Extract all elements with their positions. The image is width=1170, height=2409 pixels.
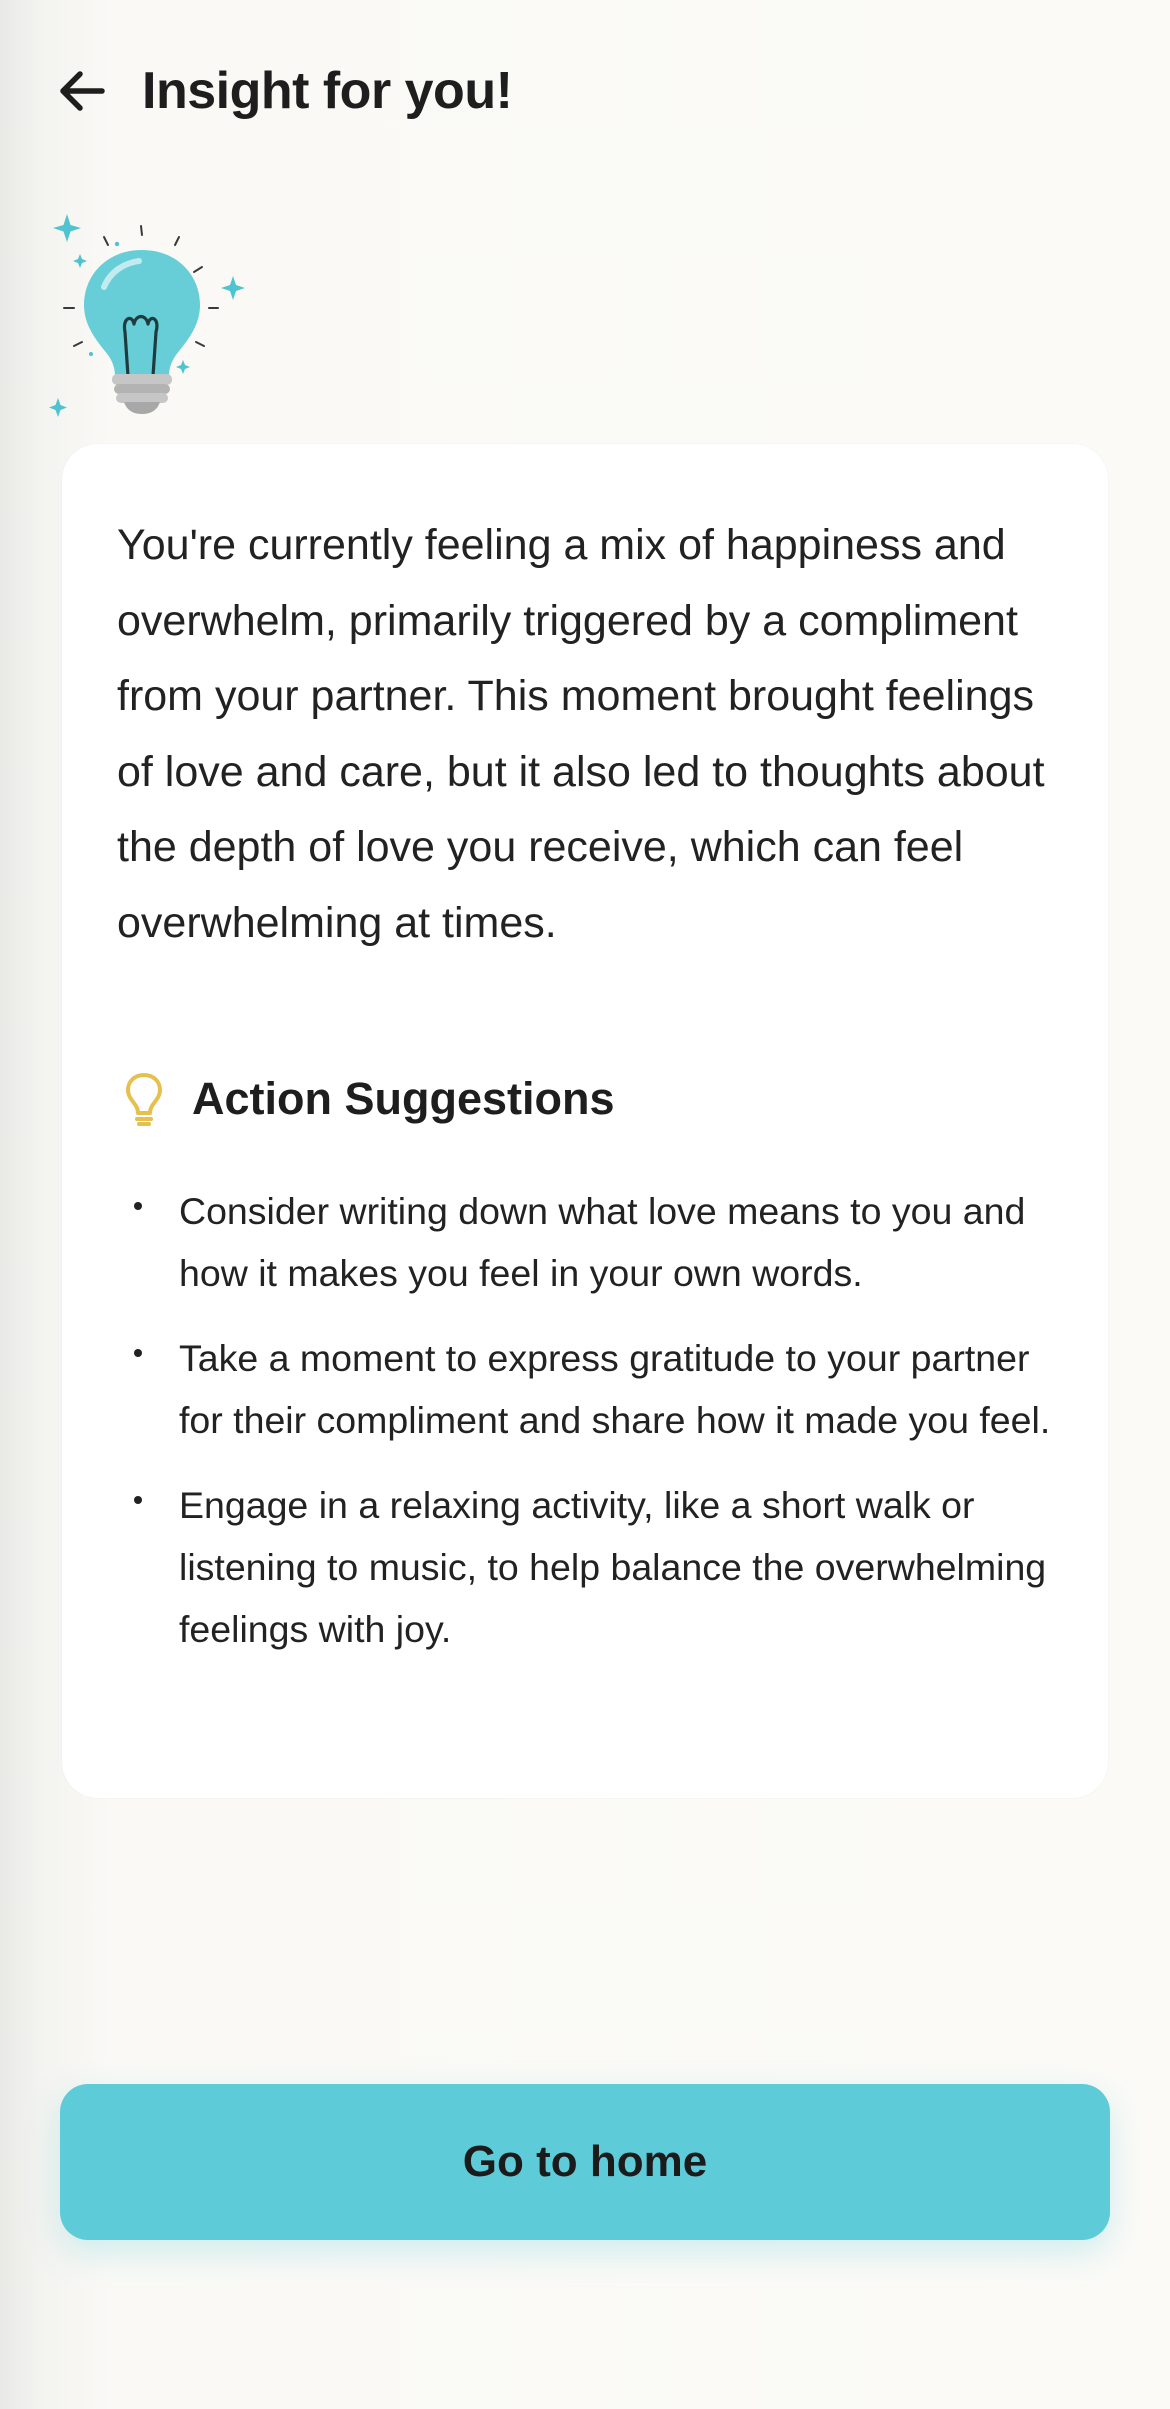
insight-card bbox=[62, 444, 1108, 1798]
suggestion-item bbox=[134, 1474, 1054, 1660]
top-bar bbox=[56, 56, 512, 126]
bullet-point bbox=[134, 1202, 142, 1210]
lightbulb-illustration bbox=[44, 214, 254, 424]
bullet-point bbox=[134, 1349, 142, 1357]
arrow-left-icon bbox=[56, 65, 108, 117]
suggestion-text: Take a moment to express gratitude to your partner for their compliment and share how it made you feel. bbox=[179, 1337, 1051, 1441]
insight-summary: You're currently feeling a mix of happiness and overwhelm, primarily triggered by a compliment from your partner. This moment brought feelings of love and care, but it also led to thoughts about the depth of love you receive, which can feel overwhelming at times. bbox=[117, 521, 1045, 947]
action-suggestions-header bbox=[124, 1064, 615, 1134]
back-button[interactable] bbox=[56, 61, 116, 121]
suggestion-text: Engage in a relaxing activity, like a short walk or listening to music, to help balance the overwhelming feelings with joy. bbox=[179, 1484, 1047, 1650]
suggestion-text: Consider writing down what love means to you and how it makes you feel in your own words. bbox=[179, 1190, 1026, 1294]
action-suggestions-title: Action Suggestions bbox=[192, 1073, 615, 1124]
lightbulb-icon bbox=[44, 214, 254, 424]
suggestion-item bbox=[134, 1327, 1054, 1451]
suggestion-item bbox=[134, 1180, 1054, 1304]
suggestions-list bbox=[134, 1180, 1054, 1683]
page-title: Insight for you! bbox=[142, 62, 513, 120]
lightbulb-outline-icon bbox=[124, 1071, 164, 1127]
bullet-point bbox=[134, 1496, 142, 1504]
go-to-home-button[interactable]: Go to home bbox=[60, 2084, 1110, 2240]
